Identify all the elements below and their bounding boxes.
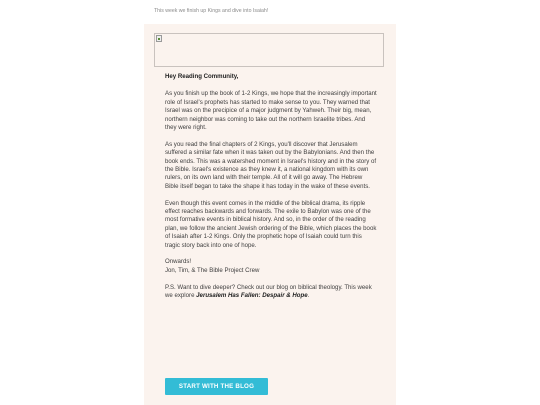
- email-card: [144, 24, 396, 405]
- header-image: [154, 33, 384, 67]
- broken-image-icon: [156, 35, 162, 42]
- postscript-end: .: [307, 292, 310, 300]
- postscript-text: P.S. Want to dive deeper? Check out our blog on biblical theology. This week we explore: [165, 283, 372, 300]
- paragraph: Even though this event comes in the middle of the biblical drama, its ripple effect reaches backwards and forwards. The exile to Babylon was one of the most formative events in biblical history. And so, in the order of the reading plan, we follow the ancient Jewish ordering of the Bible, which places the book of Isaiah after 1-2 Kings. Only the prophetic hope of Isaiah could turn this tragic story back into one of hope.: [165, 199, 377, 249]
- paragraph: As you finish up the book of 1-2 Kings, we hope that the increasingly important role of Israel's prophets has started to make sense to you. They warned that Israel was on the precipice of a major judgment by Yahweh. Their big, mean, northern neighbor was coming to take out the northern Israelite tribes. And they were right.: [165, 90, 377, 132]
- postscript: [165, 284, 377, 301]
- blog-post-link[interactable]: Jerusalem Has Fallen: Despair & Hope: [196, 292, 308, 300]
- start-with-blog-button[interactable]: START WITH THE BLOG: [165, 378, 268, 395]
- paragraph: As you read the final chapters of 2 Kings, you'll discover that Jerusalem suffered a similar fate when it was taken out by the Babylonians. And then the book ends. This was a watershed moment in Israel's history and in the story of the Bible. Israel's existence as they knew it, a national kingdom with its own rulers, on its own land with their temple. All of it will go away. The Hebrew Bible itself began to take the shape it has today in the wake of these events.: [165, 140, 377, 190]
- signature: Jon, Tim, & The Bible Project Crew: [165, 266, 260, 274]
- greeting: Hey Reading Community,: [165, 73, 239, 80]
- email-body: [165, 73, 377, 301]
- preheader-text: This week we finish up Kings and dive into Isaiah!: [154, 8, 269, 14]
- signoff: Onwards!: [165, 258, 192, 266]
